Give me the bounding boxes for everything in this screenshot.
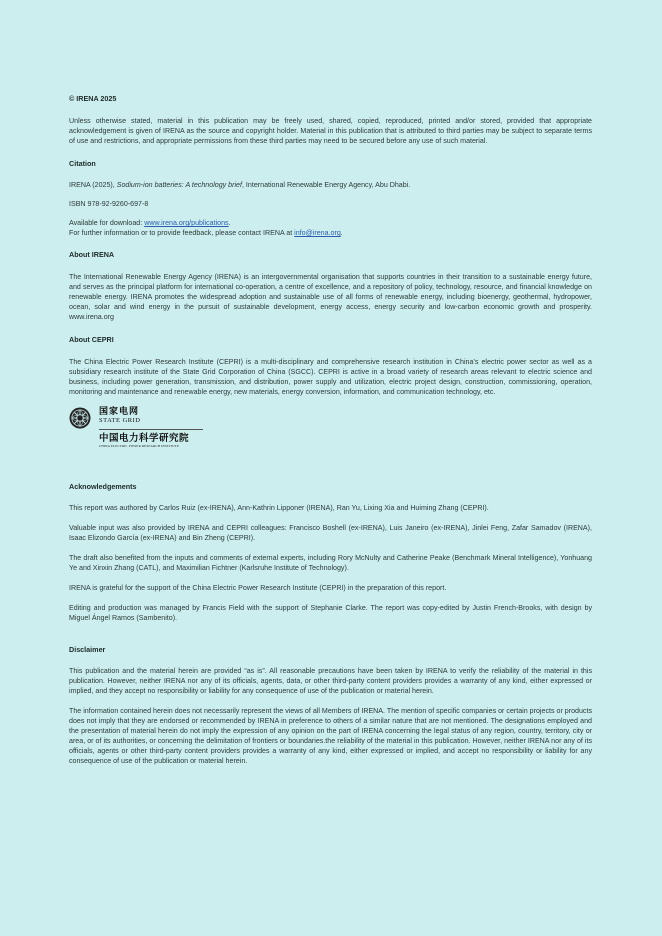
ack-paragraph-1: This report was authored by Carlos Ruiz (ex-IRENA), Ann-Kathrin Lipponer (IRENA), Ran Yu, Lixing Xia and Huiming Zhang (CEPRI). [69, 504, 489, 512]
ack-paragraph-3: The draft also benefited from the inputs and comments of external experts, including Rory McNulty and Catherine Peake (Benchmark Mineral Intelligence), Yonhuang Ye and Xinxin Zhang (CATL), and Maximilian Fichtner (Karlsruhe Institute of Technology). [69, 554, 592, 572]
state-grid-emblem-icon [69, 407, 91, 429]
disclaimer-heading: Disclaimer [69, 645, 106, 654]
about-cepri-heading: About CEPRI [69, 335, 114, 344]
content [69, 94, 592, 766]
ack-paragraph-5: Editing and production was managed by Francis Field with the support of Stephanie Clarke. The report was copy-edited by Justin French-Brooks, with design by Miguel Ángel Ramos (Sambenito). [69, 604, 592, 622]
about-irena-heading: About IRENA [69, 250, 115, 259]
license-paragraph: Unless otherwise stated, material in this publication may be freely used, shared, copied, reproduced, printed and/or stored, provided that appropriate acknowledgement is given of IRENA as the source and copyright holder. Material in this publication that is attributed to third parties may be subject to separate terms of use and restrictions, and appropriate permissions from these third parties may need to be secured before any use of such material. [69, 117, 592, 145]
disclaimer-paragraph-1: This publication and the material herein are provided “as is”. All reasonable precautions have been taken by IRENA to verify the reliability of the material in this publication. However, neither IRENA nor any of its officials, agents, data, or other third-party content providers provides a warranty of any kind, either expressed or implied, and they accept no responsibility or liability for any consequence of use of the publication or material herein. [69, 667, 592, 695]
download-link[interactable]: www.irena.org/publications [144, 219, 229, 227]
citation-title: Sodium-ion batteries: A technology brief [116, 181, 242, 189]
state-grid-cepri-logo [69, 407, 592, 459]
logo-text [99, 407, 203, 449]
contact-line: For further information or to provide feedback, please contact IRENA at info@irena.org. [69, 229, 343, 237]
state-grid-cn: 国家电网 [99, 407, 140, 417]
download-line: Available for download: www.irena.org/publications. [69, 219, 231, 227]
about-cepri-paragraph: The China Electric Power Research Institute (CEPRI) is a multi-disciplinary and comprehensive research institution in China’s electric power sector as well as a subsidiary research institute of the State Grid Corporation of China (SGCC). CEPRI is active in a broad variety of research areas relevant to electric science and business, including power generation, transmission, and distribution, power supply and utilization, electric project design, construction, commissioning, operation, monitoring and maintenance and renewable energy, new materials, energy conversion, information, and communication technology, etc. [69, 358, 592, 396]
acknowledgements-heading: Acknowledgements [69, 482, 137, 491]
logo-divider [99, 429, 203, 430]
cepri-name-en: CHINA ELECTRIC POWER RESEARCH INSTITUTE [99, 444, 180, 448]
about-irena-paragraph: The International Renewable Energy Agency (IRENA) is an intergovernmental organisation that supports countries in their transition to a sustainable energy future, and serves as the principal platform for international co-operation, a centre of excellence, and a repository of policy, technology, resource, and financial knowledge on renewable energy. IRENA promotes the widespread adoption and sustainable use of all forms of renewable energy, including bioenergy, geothermal, hydropower, ocean, solar and wind energy in the pursuit of sustainable development, energy access, energy security and low-carbon economic growth and prosperity. www.irena.org [69, 273, 592, 321]
state-grid-en: STATE GRID [99, 417, 141, 424]
citation-text: IRENA (2025), Sodium-ion batteries: A technology brief, International Renewable Energy Agency, Abu Dhabi. [69, 181, 411, 189]
citation-heading: Citation [69, 159, 96, 168]
ack-paragraph-2: Valuable input was also provided by IRENA and CEPRI colleagues: Francisco Boshell (ex-IRENA), Luis Janeiro (ex-IRENA), Jinlei Feng, Zafar Samadov (IRENA), Isaac Elizondo García (ex-IRENA) and Bin Zheng (CEPRI). [69, 524, 592, 542]
ack-paragraph-4: IRENA is grateful for the support of the China Electric Power Research Institute (CEPRI) in the preparation of this report. [69, 584, 447, 592]
disclaimer-paragraph-2: The information contained herein does not necessarily represent the views of all Members of IRENA. The mention of specific companies or certain projects or products does not imply that they are endorsed or recommended by IRENA in preference to others of a similar nature that are not mentioned. The designations employed and the presentation of material herein do not imply the expression of any opinion on the part of IRENA concerning the legal status of any region, country, territory, city or area, or of its authorities, or concerning the delimitation of frontiers or boundaries.the reliability of the material in this publication. However, neither IRENA nor any of its officials, agents or other third-party content providers provides a warranty of any kind, either expressed or implied, and accept no responsibility or liability for any consequence of use of the publication or material herein. [69, 707, 592, 765]
cepri-name-cn: 中国电力科学研究院 [99, 433, 190, 444]
isbn: ISBN 978-92-9260-697-8 [69, 200, 149, 208]
copyright-heading: © IRENA 2025 [69, 94, 117, 103]
email-link[interactable]: info@irena.org [294, 229, 341, 237]
